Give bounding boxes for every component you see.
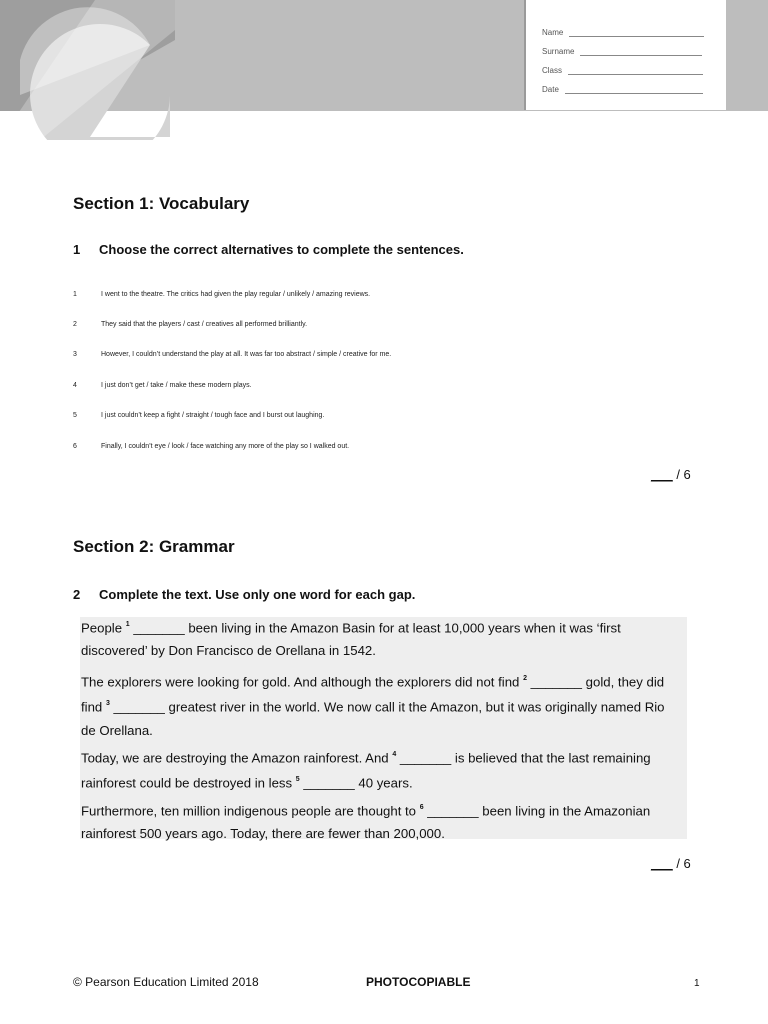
section-2-title: Section 2: Grammar xyxy=(73,537,235,556)
gap-number: 6 xyxy=(419,804,424,811)
class-label: Class xyxy=(542,66,563,75)
gap-number: 3 xyxy=(105,700,110,708)
task-2-instruction: 2 Complete the text. Use only one word for each gap. xyxy=(73,587,416,602)
gap-fill-paragraph-4: Furthermore, ten million indigenous people are thought to $^6$ _______ been living in the Amazonian rainforest 500 years ago. Today, there are fewer than 200,000. xyxy=(81,803,651,842)
class-field[interactable] xyxy=(542,66,703,75)
gap-blank[interactable]: _______ xyxy=(113,699,165,715)
vocab-item: 2 They said that the players / cast / creatives all performed brilliantly. xyxy=(73,321,308,328)
photocopiable-label: PHOTOCOPIABLE xyxy=(366,975,471,989)
page-number: 1 xyxy=(694,978,700,989)
gap-fill-paragraph-2: The explorers were looking for gold. And although the explorers did not find $^2$ _______ gold, they did find $^3$ _______ greatest river in the world. We now call it the Amazon, but it was originally named Rio de Orellana. xyxy=(81,674,665,738)
name-field[interactable] xyxy=(542,28,704,37)
copyright-notice: © Pearson Education Limited 2018 xyxy=(73,975,259,989)
gap-blank[interactable]: _______ xyxy=(303,775,355,791)
section-1-score[interactable]: ___ / 6 xyxy=(651,467,691,482)
vocab-item: 6 Finally, I couldn’t eye / look / face watching any more of the play so I walked out. xyxy=(73,443,350,450)
name-label: Name xyxy=(542,28,564,37)
vocab-item: 5 I just couldn’t keep a fight / straight / tough face and I burst out laughing. xyxy=(73,412,325,419)
section-2-score[interactable]: ___ / 6 xyxy=(651,856,691,871)
surname-label: Surname xyxy=(542,47,575,56)
section-1-title: Section 1: Vocabulary xyxy=(73,194,250,213)
vocab-item: 1 I went to the theatre. The critics had given the play regular / unlikely / amazing reviews. xyxy=(73,291,371,298)
date-label: Date xyxy=(542,85,559,94)
task-1-instruction: 1 Choose the correct alternatives to complete the sentences. xyxy=(73,242,464,257)
gap-number: 1 xyxy=(125,621,130,628)
gap-fill-paragraph-1: People $^1$ _______ been living in the Amazon Basin for at least 10,000 years when it was ‘first discovered’ by Don Francisco de Orellana in 1542. xyxy=(81,620,621,659)
gap-blank[interactable]: _______ xyxy=(133,620,185,636)
vocab-item: 3 However, I couldn’t understand the play at all. It was far too abstract / simple / creative for me. xyxy=(73,351,392,358)
gap-blank[interactable]: _______ xyxy=(530,674,582,690)
gap-blank[interactable]: _______ xyxy=(399,750,452,766)
vocab-item: 4 I just don’t get / take / make these modern plays. xyxy=(73,382,252,389)
student-details-box xyxy=(524,0,726,110)
gap-fill-paragraph-3: Today, we are destroying the Amazon rainforest. And $^4$ _______ is believed that the last remaining rainforest could be destroyed in less $^5$ _______ 40 years. xyxy=(81,750,651,791)
gap-number: 4 xyxy=(392,751,397,758)
gap-blank[interactable]: _______ xyxy=(427,803,479,819)
date-field[interactable] xyxy=(542,85,703,94)
gap-number: 5 xyxy=(295,776,300,784)
gap-number: 2 xyxy=(523,675,527,682)
surname-field[interactable] xyxy=(542,47,702,56)
